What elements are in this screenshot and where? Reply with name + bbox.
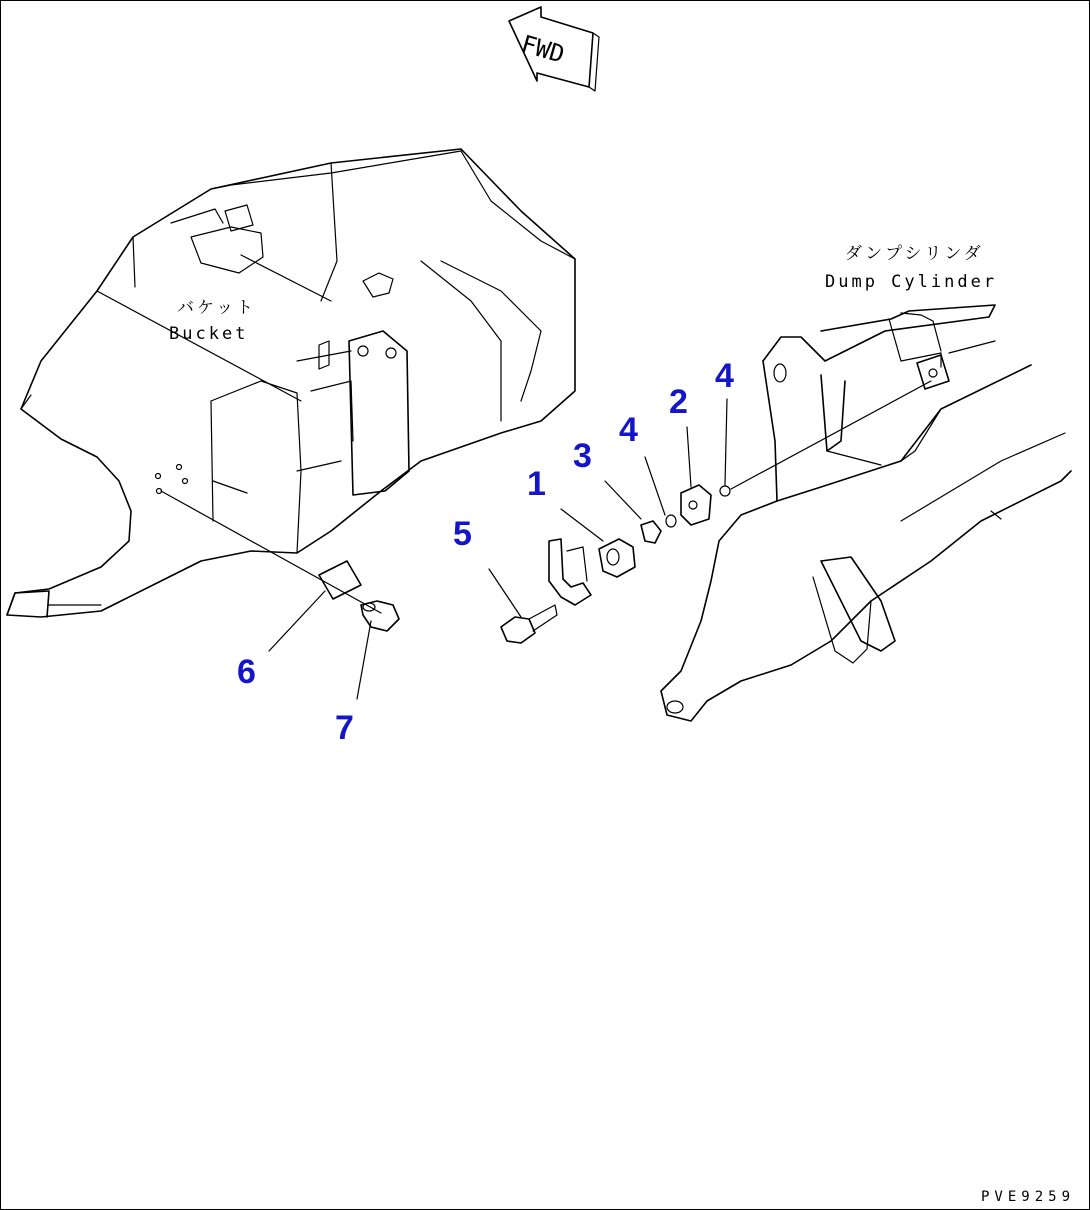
- plate-and-bolt-drawing: [319, 561, 399, 631]
- exploded-view-drawing: [1, 1, 1090, 1210]
- callout-5: 5: [453, 515, 472, 553]
- callout-6: 6: [237, 653, 256, 691]
- callout-1: 1: [527, 465, 546, 503]
- fwd-arrow: [509, 7, 599, 91]
- callout-2: 2: [669, 383, 688, 421]
- dump-cylinder-jp-label: ダンプシリンダ: [845, 244, 984, 264]
- bucket-en-label: Bucket: [169, 324, 249, 344]
- exploded-parts-drawing: [269, 381, 931, 699]
- bucket-drawing: [7, 149, 575, 617]
- callout-4b: 4: [715, 357, 734, 395]
- callout-4a: 4: [619, 411, 638, 449]
- fwd-label: FWD: [518, 29, 568, 69]
- dump-cylinder-en-label: Dump Cylinder: [825, 272, 998, 292]
- bucket-jp-label: バケット: [177, 298, 257, 318]
- drawing-code: PVE9259: [981, 1189, 1076, 1205]
- callout-3: 3: [573, 437, 592, 475]
- callout-7: 7: [335, 709, 354, 747]
